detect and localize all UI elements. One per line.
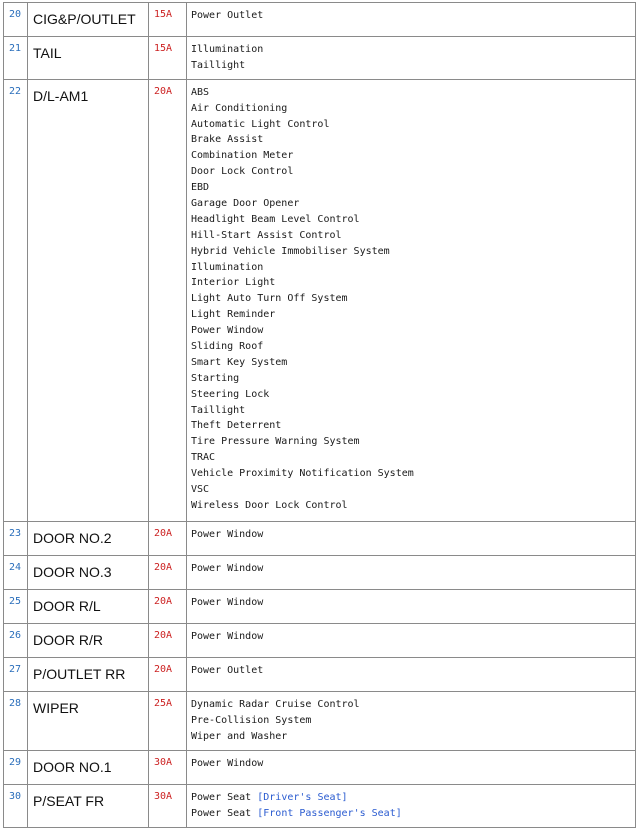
table-row — [4, 589, 636, 623]
circuit-item — [191, 806, 635, 822]
circuit-item: EBD — [191, 182, 210, 194]
circuit-item: Pre-Collision System — [191, 714, 312, 726]
fuse-number: 27 — [4, 657, 28, 691]
circuit-item: Tire Pressure Warning System — [191, 436, 360, 448]
fuse-amperage: 20A — [149, 555, 187, 589]
table-row — [4, 555, 636, 589]
circuit-item: Vehicle Proximity Notification System — [191, 468, 414, 480]
fuse-name: DOOR R/R — [28, 623, 149, 657]
circuit-item: Illumination — [191, 44, 264, 55]
table-row — [4, 784, 636, 827]
seat-note: [Front Passenger's Seat] — [257, 807, 402, 819]
table-row — [4, 521, 636, 555]
circuit-item: Power Window — [191, 596, 264, 608]
circuit-item: Air Conditioning — [191, 102, 288, 114]
circuit-item: Light Reminder — [191, 309, 276, 321]
circuit-item: Dynamic Radar Cruise Control — [191, 698, 360, 710]
fuse-name: DOOR NO.1 — [28, 750, 149, 784]
fuse-number: 29 — [4, 750, 28, 784]
circuit-list — [187, 784, 636, 827]
fuse-amperage: 30A — [149, 750, 187, 784]
fuse-name: DOOR R/L — [28, 589, 149, 623]
circuit-item: Garage Door Opener — [191, 198, 300, 210]
circuit-list — [187, 79, 636, 521]
fuse-amperage: 15A — [149, 3, 187, 37]
circuit-item: Steering Lock — [191, 388, 270, 400]
circuit-item-label: Power Seat — [191, 791, 252, 803]
table-row — [4, 37, 636, 80]
circuit-list — [187, 3, 636, 37]
fuse-name: P/SEAT FR — [28, 784, 149, 827]
fuse-amperage: 20A — [149, 657, 187, 691]
circuit-list — [187, 521, 636, 555]
circuit-item: Combination Meter — [191, 150, 294, 162]
fuse-amperage: 20A — [149, 79, 187, 521]
circuit-item: TRAC — [191, 452, 216, 464]
fuse-amperage: 15A — [149, 37, 187, 80]
fuse-name: DOOR NO.3 — [28, 555, 149, 589]
circuit-item: Interior Light — [191, 277, 276, 289]
fuse-amperage: 25A — [149, 691, 187, 750]
table-row — [4, 623, 636, 657]
fuse-number: 23 — [4, 521, 28, 555]
fuse-number: 26 — [4, 623, 28, 657]
circuit-item: Door Lock Control — [191, 166, 294, 178]
circuit-list — [187, 623, 636, 657]
circuit-item-label: Power Seat — [191, 807, 252, 819]
fuse-number: 21 — [4, 37, 28, 80]
circuit-list — [187, 589, 636, 623]
circuit-item: Theft Deterrent — [191, 420, 282, 432]
table-row — [4, 657, 636, 691]
circuit-list — [187, 691, 636, 750]
table-row — [4, 750, 636, 784]
circuit-item: Light Auto Turn Off System — [191, 293, 348, 305]
circuit-item: Power Window — [191, 630, 264, 642]
fuse-number: 25 — [4, 589, 28, 623]
circuit-item: Brake Assist — [191, 134, 264, 146]
fuse-amperage: 20A — [149, 589, 187, 623]
circuit-item: Hybrid Vehicle Immobiliser System — [191, 245, 390, 257]
fuse-name: TAIL — [28, 37, 149, 80]
circuit-list — [187, 555, 636, 589]
circuit-item: Smart Key System — [191, 356, 288, 368]
fuse-name: WIPER — [28, 691, 149, 750]
fuse-number: 28 — [4, 691, 28, 750]
fuse-amperage: 30A — [149, 784, 187, 827]
circuit-item: Power Window — [191, 757, 264, 769]
fuse-name: D/L-AM1 — [28, 79, 149, 521]
fuse-name: P/OUTLET RR — [28, 657, 149, 691]
fuse-number: 24 — [4, 555, 28, 589]
circuit-item: Starting — [191, 372, 240, 384]
circuit-item: ABS — [191, 86, 210, 98]
table-row — [4, 3, 636, 37]
circuit-list — [187, 37, 636, 80]
circuit-item: Automatic Light Control — [191, 118, 330, 130]
seat-note: [Driver's Seat] — [257, 791, 348, 803]
circuit-item: Wiper and Washer — [191, 730, 288, 742]
circuit-item: Hill-Start Assist Control — [191, 229, 342, 241]
fuse-table — [3, 2, 636, 828]
circuit-list — [187, 657, 636, 691]
fuse-number: 22 — [4, 79, 28, 521]
circuit-item: Power Window — [191, 562, 264, 574]
fuse-name: CIG&P/OUTLET — [28, 3, 149, 37]
circuit-item: Power Window — [191, 528, 264, 540]
circuit-item: Power Window — [191, 325, 264, 337]
fuse-amperage: 20A — [149, 521, 187, 555]
circuit-item — [191, 790, 635, 806]
circuit-list — [187, 750, 636, 784]
circuit-item: Taillight — [191, 404, 246, 416]
table-row — [4, 691, 636, 750]
fuse-number: 30 — [4, 784, 28, 827]
circuit-item: Wireless Door Lock Control — [191, 499, 348, 511]
circuit-item: VSC — [191, 484, 210, 496]
circuit-item: Headlight Beam Level Control — [191, 213, 360, 225]
circuit-item: Power Outlet — [191, 664, 264, 676]
fuse-amperage: 20A — [149, 623, 187, 657]
circuit-item: Taillight — [191, 59, 246, 71]
circuit-item: Power Outlet — [191, 10, 264, 21]
fuse-name: DOOR NO.2 — [28, 521, 149, 555]
fuse-number: 20 — [4, 3, 28, 37]
circuit-item: Illumination — [191, 261, 264, 273]
table-row — [4, 79, 636, 521]
circuit-item: Sliding Roof — [191, 341, 264, 353]
